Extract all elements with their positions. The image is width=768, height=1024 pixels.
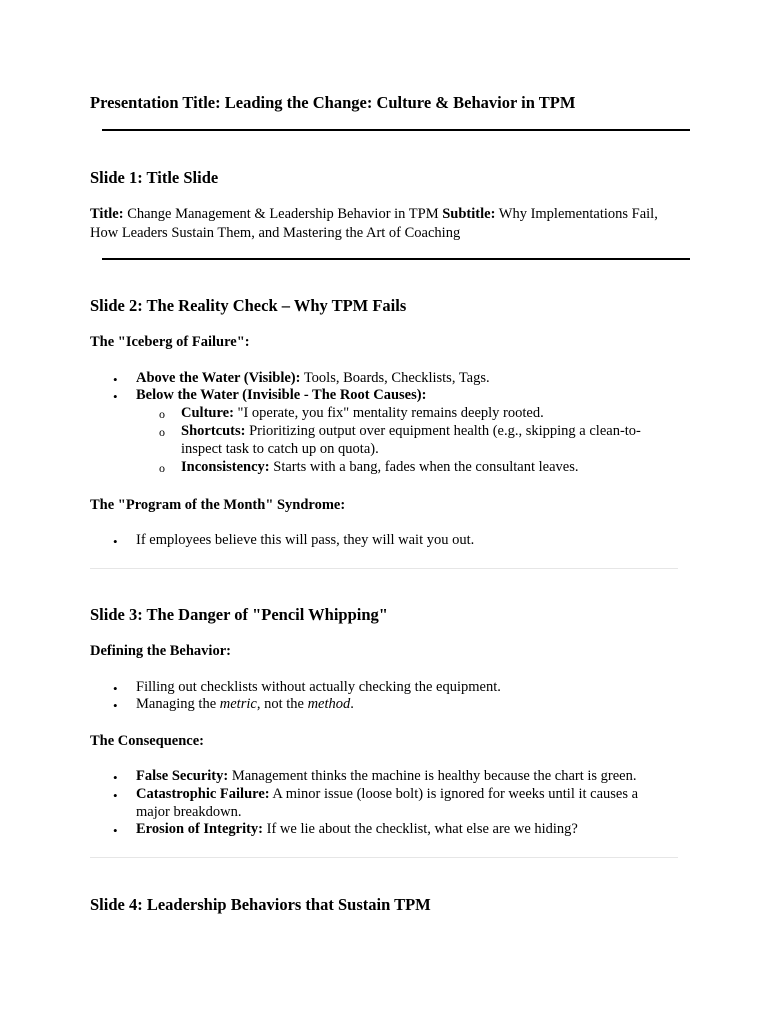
- inconsistency-label: Inconsistency:: [181, 459, 270, 475]
- erosion-label: Erosion of Integrity:: [136, 821, 264, 837]
- def-item-2: [136, 696, 676, 714]
- divider: [90, 857, 678, 858]
- subtitle-label: Subtitle:: [442, 206, 496, 222]
- cat-text: A minor issue (loose bolt) is ignored for weeks until it causes a major breakdown.: [136, 786, 639, 820]
- divider: [102, 129, 690, 131]
- list-item-culture: [181, 405, 671, 423]
- above-label: Above the Water (Visible):: [136, 370, 301, 386]
- culture-label: Culture:: [181, 405, 234, 421]
- iceberg-heading: The "Iceberg of Failure":: [90, 334, 250, 350]
- sub-bullet: o: [159, 407, 165, 421]
- list-item-shortcuts: [181, 423, 666, 458]
- program-item: If employees believe this will pass, they will wait you out.: [136, 532, 475, 548]
- list-item-below: [136, 387, 676, 405]
- list-item-above: [136, 370, 676, 388]
- cat-label: Catastrophic Failure:: [136, 786, 270, 802]
- def-item-1: Filling out checklists without actually checking the equipment.: [136, 679, 501, 695]
- bullet: •: [113, 823, 118, 838]
- sub-bullet: o: [159, 461, 165, 475]
- bullet: •: [113, 389, 118, 404]
- slide4-heading: Slide 4: Leadership Behaviors that Sustain TPM: [90, 895, 431, 914]
- divider: [102, 258, 690, 260]
- shortcuts-label: Shortcuts:: [181, 423, 246, 439]
- slide1-heading: Slide 1: Title Slide: [90, 168, 219, 187]
- bullet: •: [113, 770, 118, 785]
- title-text: Change Management & Leadership Behavior in TPM: [123, 206, 443, 222]
- bullet: •: [113, 788, 118, 803]
- subtitle-text: Why Implementations Fail, How Leaders Sustain Them, and Mastering the Art of Coaching: [90, 206, 658, 241]
- defining-heading: Defining the Behavior:: [90, 643, 231, 659]
- presentation-title: Presentation Title: Leading the Change: Culture & Behavior in TPM: [90, 93, 576, 112]
- consequence-false-security: [136, 768, 676, 786]
- bullet: •: [113, 372, 118, 387]
- metric-word: metric: [219, 696, 257, 712]
- false-text: Management thinks the machine is healthy because the chart is green.: [228, 768, 637, 784]
- above-text: Tools, Boards, Checklists, Tags.: [300, 370, 490, 386]
- shortcuts-text: Prioritizing output over equipment health (e.g., skipping a clean-to-inspect task to catch up on quota).: [181, 423, 641, 457]
- divider: [90, 568, 678, 569]
- title-label: Title:: [90, 206, 124, 222]
- below-label: Below the Water (Invisible - The Root Causes):: [136, 387, 427, 403]
- consequence-catastrophic: [136, 786, 671, 821]
- false-label: False Security:: [136, 768, 229, 784]
- list-item-inconsistency: [181, 459, 671, 477]
- inconsistency-text: Starts with a bang, fades when the consultant leaves.: [269, 459, 579, 475]
- slide3-heading: Slide 3: The Danger of "Pencil Whipping": [90, 605, 388, 624]
- def-item-2-text: Managing the: [136, 696, 220, 712]
- consequence-heading: The Consequence:: [90, 733, 204, 749]
- bullet: •: [113, 681, 118, 696]
- erosion-text: If we lie about the checklist, what else are we hiding?: [263, 821, 578, 837]
- sub-bullet: o: [159, 425, 165, 439]
- bullet: •: [113, 698, 118, 713]
- consequence-erosion: [136, 821, 676, 839]
- slide1-body: [90, 205, 668, 242]
- method-word: method: [307, 696, 351, 712]
- slide2-heading: Slide 2: The Reality Check – Why TPM Fails: [90, 296, 407, 315]
- culture-text: "I operate, you fix" mentality remains deeply rooted.: [233, 405, 544, 421]
- program-heading: The "Program of the Month" Syndrome:: [90, 497, 346, 513]
- def-item-2-text: .: [350, 696, 354, 712]
- def-item-2-text: , not the: [256, 696, 308, 712]
- bullet: •: [113, 534, 118, 549]
